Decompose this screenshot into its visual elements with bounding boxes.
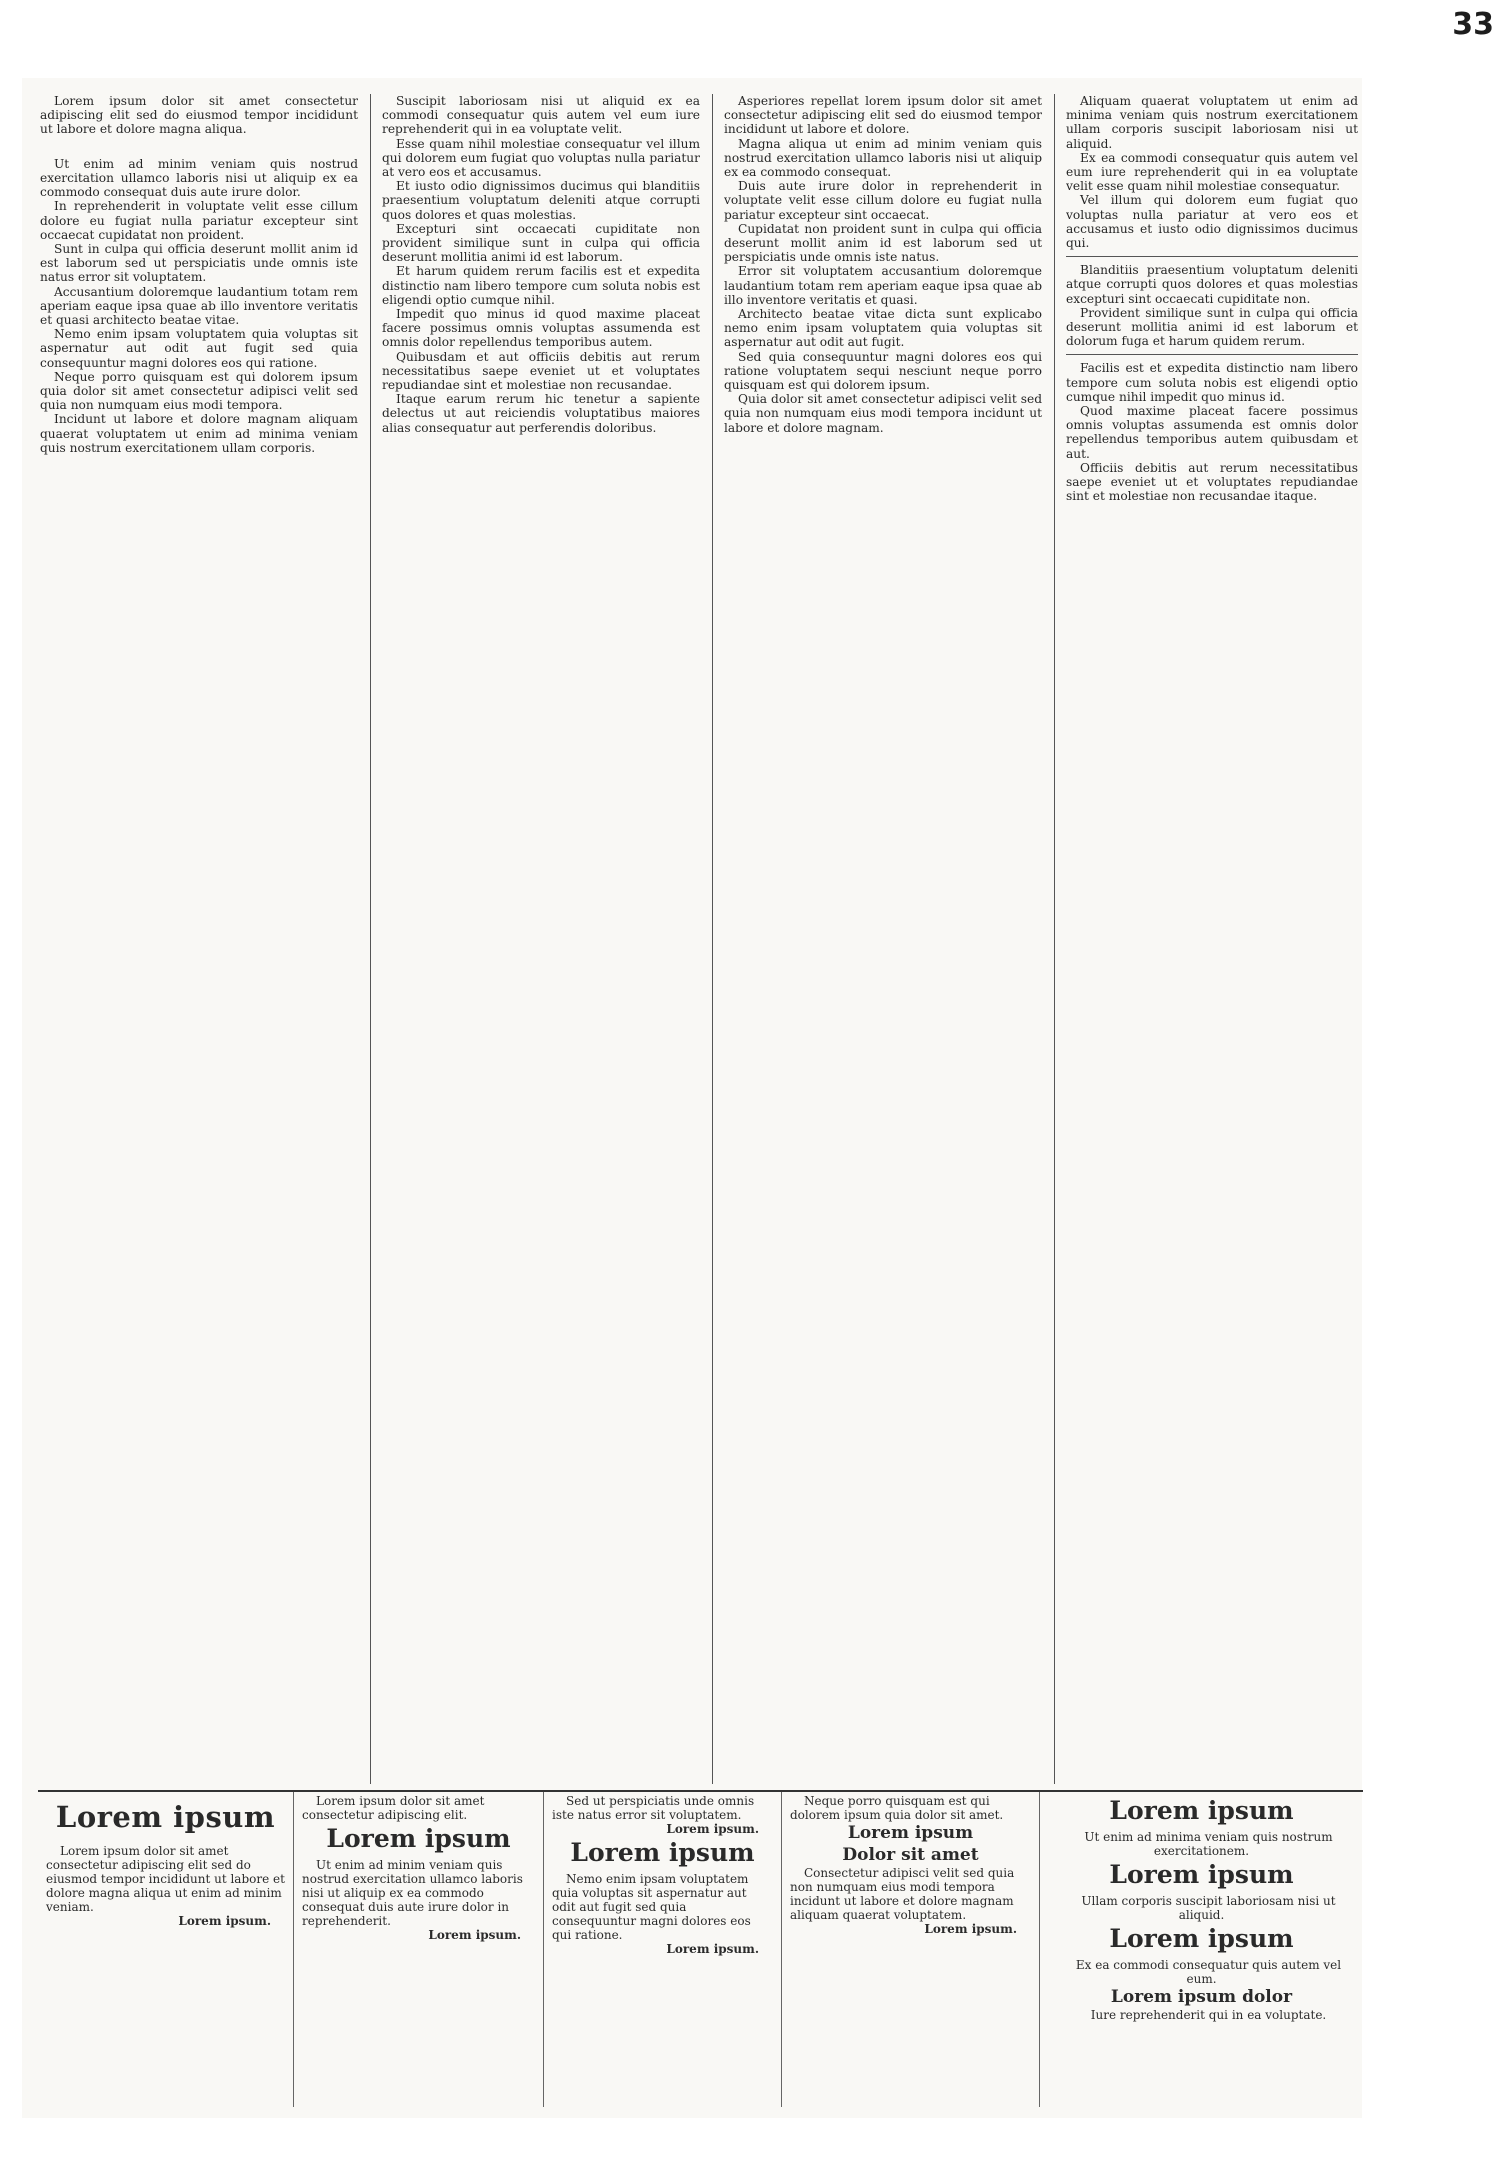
ad-signature: Lorem ipsum. (666, 1942, 759, 1956)
ad-signature: Lorem ipsum. (924, 1922, 1017, 1936)
paragraph: Officiis debitis aut rerum necessitatibus saepe eveniet ut et voluptates repudiandae sint et molestiae non recusandae itaque. (1066, 460, 1358, 504)
ad-headline: Lorem ipsum (847, 1823, 974, 1843)
paragraph: Architecto beatae vitae dicta sunt explicabo nemo enim ipsam voluptatem quia voluptas sit aspernatur aut odit aut fugit. (724, 307, 1042, 350)
column-rule (712, 94, 713, 1784)
section-heading (40, 141, 358, 155)
ad-notice-2 (294, 1792, 544, 2107)
paragraph: Vel illum qui dolorem eum fugiat quo voluptas nulla pariatur at vero eos et accusamus et iusto odio dignissimos ducimus qui. (1066, 193, 1358, 251)
paragraph: Et harum quidem rerum facilis est et expedita distinctio nam libero tempore cum soluta nobis est eligendi optio cumque nihil. (382, 264, 700, 307)
ad-headline: Lorem ipsum dolor (1110, 1987, 1293, 2007)
ad-text: Ut enim ad minima veniam quis nostrum exercitationem. (1084, 1830, 1333, 1858)
ad-rentals (1040, 1792, 1363, 2107)
paragraph: Asperiores repellat lorem ipsum dolor sit amet consectetur adipiscing elit sed do eiusmod tempor incididunt ut labore et dolore. (724, 94, 1042, 137)
ad-notice-1 (38, 1792, 294, 2107)
paragraph: Magna aliqua ut enim ad minim veniam quis nostrud exercitation ullamco laboris nisi ut aliquip ex ea commodo consequat. (724, 136, 1042, 180)
paragraph: Quod maxime placeat facere possimus omnis voluptas assumenda est omnis dolor repellendus temporibus autem quibusdam et aut. (1066, 404, 1358, 461)
ad-text: Nemo enim ipsam voluptatem quia voluptas sit aspernatur aut odit aut fugit sed quia consequuntur magni dolores eos qui ratione. (552, 1872, 751, 1942)
column-1 (40, 94, 358, 1784)
paragraph: Sunt in culpa qui officia deserunt mollit anim id est laborum sed ut perspiciatis unde omnis iste natus error sit voluptatem. (40, 242, 358, 285)
ad-title: Lorem ipsum (1109, 1860, 1294, 1889)
paragraph: Accusantium doloremque laudantium totam rem aperiam eaque ipsa quae ab illo inventore veritatis et quasi architecto beatae vitae. (40, 284, 358, 328)
paragraph: Impedit quo minus id quod maxime placeat facere possimus omnis voluptas assumenda est omnis dolor repellendus temporibus autem. (382, 307, 700, 350)
ad-text: Neque porro quisquam est qui dolorem ipsum quia dolor sit amet. (790, 1794, 1004, 1822)
ad-signature: Lorem ipsum. (428, 1928, 521, 1942)
column-rule (1054, 94, 1055, 1784)
paragraph: Excepturi sint occaecati cupiditate non provident similique sunt in culpa qui officia deserunt mollitia animi id est laborum. (382, 221, 700, 265)
paragraph: In reprehenderit in voluptate velit esse cillum dolore eu fugiat nulla pariatur excepteur sint occaecat cupidatat non proident. (40, 199, 358, 242)
paragraph: Error sit voluptatem accusantium doloremque laudantium totam rem aperiam eaque ipsa quae ab illo inventore veritatis et quasi. (724, 264, 1042, 307)
paragraph: Ex ea commodi consequatur quis autem vel eum iure reprehenderit qui in ea voluptate velit esse quam nihil molestiae consequatur. (1066, 150, 1358, 194)
divider (1066, 256, 1358, 257)
paragraph: Itaque earum rerum hic tenetur a sapiente delectus ut aut reiciendis voluptatibus maiores alias consequatur aut perferendis doloribus. (382, 392, 700, 435)
page-number: 33 (1452, 7, 1494, 42)
ad-text: Lorem ipsum dolor sit amet consectetur adipiscing elit. (302, 1794, 485, 1822)
ad-text: Sed ut perspiciatis unde omnis iste natus error sit voluptatem. (552, 1794, 755, 1822)
ad-signature: Lorem ipsum. (666, 1822, 759, 1836)
paragraph: Quia dolor sit amet consectetur adipisci velit sed quia non numquam eius modi tempora incidunt ut labore et dolore magnam. (724, 392, 1042, 435)
column-3 (724, 94, 1042, 1784)
ad-notice-3 (544, 1792, 782, 2107)
paragraph: Aliquam quaerat voluptatem ut enim ad minima veniam quis nostrum exercitationem ullam corporis suscipit laboriosam nisi ut aliquid. (1066, 94, 1358, 151)
paragraph: Duis aute irure dolor in reprehenderit in voluptate velit esse cillum dolore eu fugiat nulla pariatur excepteur sint occaecat. (724, 179, 1042, 222)
paragraph: Provident similique sunt in culpa qui officia deserunt mollitia animi id est laborum et dolorum fuga et harum quidem rerum. (1066, 305, 1358, 349)
paragraph: Facilis est et expedita distinctio nam libero tempore cum soluta nobis est eligendi optio cumque nihil impedit quo minus id. (1066, 361, 1358, 404)
paragraph: Sed quia consequuntur magni dolores eos qui ratione voluptatem sequi nesciunt neque porro quisquam est qui dolorem ipsum. (724, 349, 1042, 393)
ad-text: Ex ea commodi consequatur quis autem vel eum. (1075, 1958, 1342, 1986)
ad-headline: Dolor sit amet (842, 1845, 979, 1865)
paragraph: Nemo enim ipsam voluptatem quia voluptas sit aspernatur aut odit aut fugit sed quia consequuntur magni dolores eos qui ratione. (40, 327, 358, 370)
ad-title: Lorem ipsum (326, 1824, 511, 1853)
column-2 (382, 94, 700, 1784)
paragraph: Quibusdam et aut officiis debitis aut rerum necessitatibus saepe eveniet ut et voluptates repudiandae sint et molestiae non recusandae. (382, 349, 700, 393)
paragraph: Cupidatat non proident sunt in culpa qui officia deserunt mollit anim id est laborum sed ut perspiciatis unde omnis iste natus. (724, 221, 1042, 265)
paragraph: Incidunt ut labore et dolore magnam aliquam quaerat voluptatem ut enim ad minima veniam quis nostrum exercitationem ullam corporis. (40, 412, 358, 455)
ad-text: Ullam corporis suscipit laboriosam nisi ut aliquid. (1081, 1894, 1336, 1922)
paragraph: Blanditiis praesentium voluptatum deleniti atque corrupti quos dolores et quas molestias excepturi sint occaecati cupiditate non. (1066, 263, 1358, 306)
ad-text: Iure reprehenderit qui in ea voluptate. (1090, 2008, 1327, 2022)
ad-text: Lorem ipsum dolor sit amet consectetur adipiscing elit sed do eiusmod tempor incididunt ut labore et dolore magna aliqua ut enim ad minim veniam. (46, 1844, 285, 1914)
divider (1066, 354, 1358, 355)
column-4 (1066, 94, 1358, 1784)
ad-title: Lorem ipsum (1109, 1796, 1294, 1825)
paragraph: Esse quam nihil molestiae consequatur vel illum qui dolorem eum fugiat quo voluptas nulla pariatur at vero eos et accusamus. (382, 136, 700, 180)
ad-title: Lorem ipsum (570, 1838, 755, 1867)
paragraph: Ut enim ad minim veniam quis nostrud exercitation ullamco laboris nisi ut aliquip ex ea commodo consequat duis aute irure dolor. (40, 156, 358, 200)
ad-title: Lorem ipsum (1109, 1924, 1294, 1953)
ad-signature: Lorem ipsum. (178, 1914, 271, 1928)
ad-text: Consectetur adipisci velit sed quia non numquam eius modi tempora incidunt ut labore et dolore magnam aliquam quaerat voluptatem. (790, 1866, 1015, 1922)
ad-title: Lorem ipsum (55, 1800, 276, 1834)
paragraph: Neque porro quisquam est qui dolorem ipsum quia dolor sit amet consectetur adipisci velit sed quia non numquam eius modi tempora. (40, 369, 358, 413)
paragraph: Lorem ipsum dolor sit amet consectetur adipiscing elit sed do eiusmod tempor incididunt ut labore et dolore magna aliqua. (40, 94, 358, 137)
ad-notice-4 (782, 1792, 1040, 2107)
paragraph: Suscipit laboriosam nisi ut aliquid ex ea commodi consequatur quis autem vel eum iure reprehenderit qui in ea voluptate velit. (382, 94, 700, 137)
paragraph: Et iusto odio dignissimos ducimus qui blanditiis praesentium voluptatum deleniti atque corrupti quos dolores et quas molestias. (382, 179, 700, 222)
advertisement-band (38, 1790, 1363, 2107)
ad-text: Ut enim ad minim veniam quis nostrud exercitation ullamco laboris nisi ut aliquip ex ea commodo consequat duis aute irure dolor in reprehenderit. (302, 1858, 523, 1928)
column-rule (370, 94, 371, 1784)
